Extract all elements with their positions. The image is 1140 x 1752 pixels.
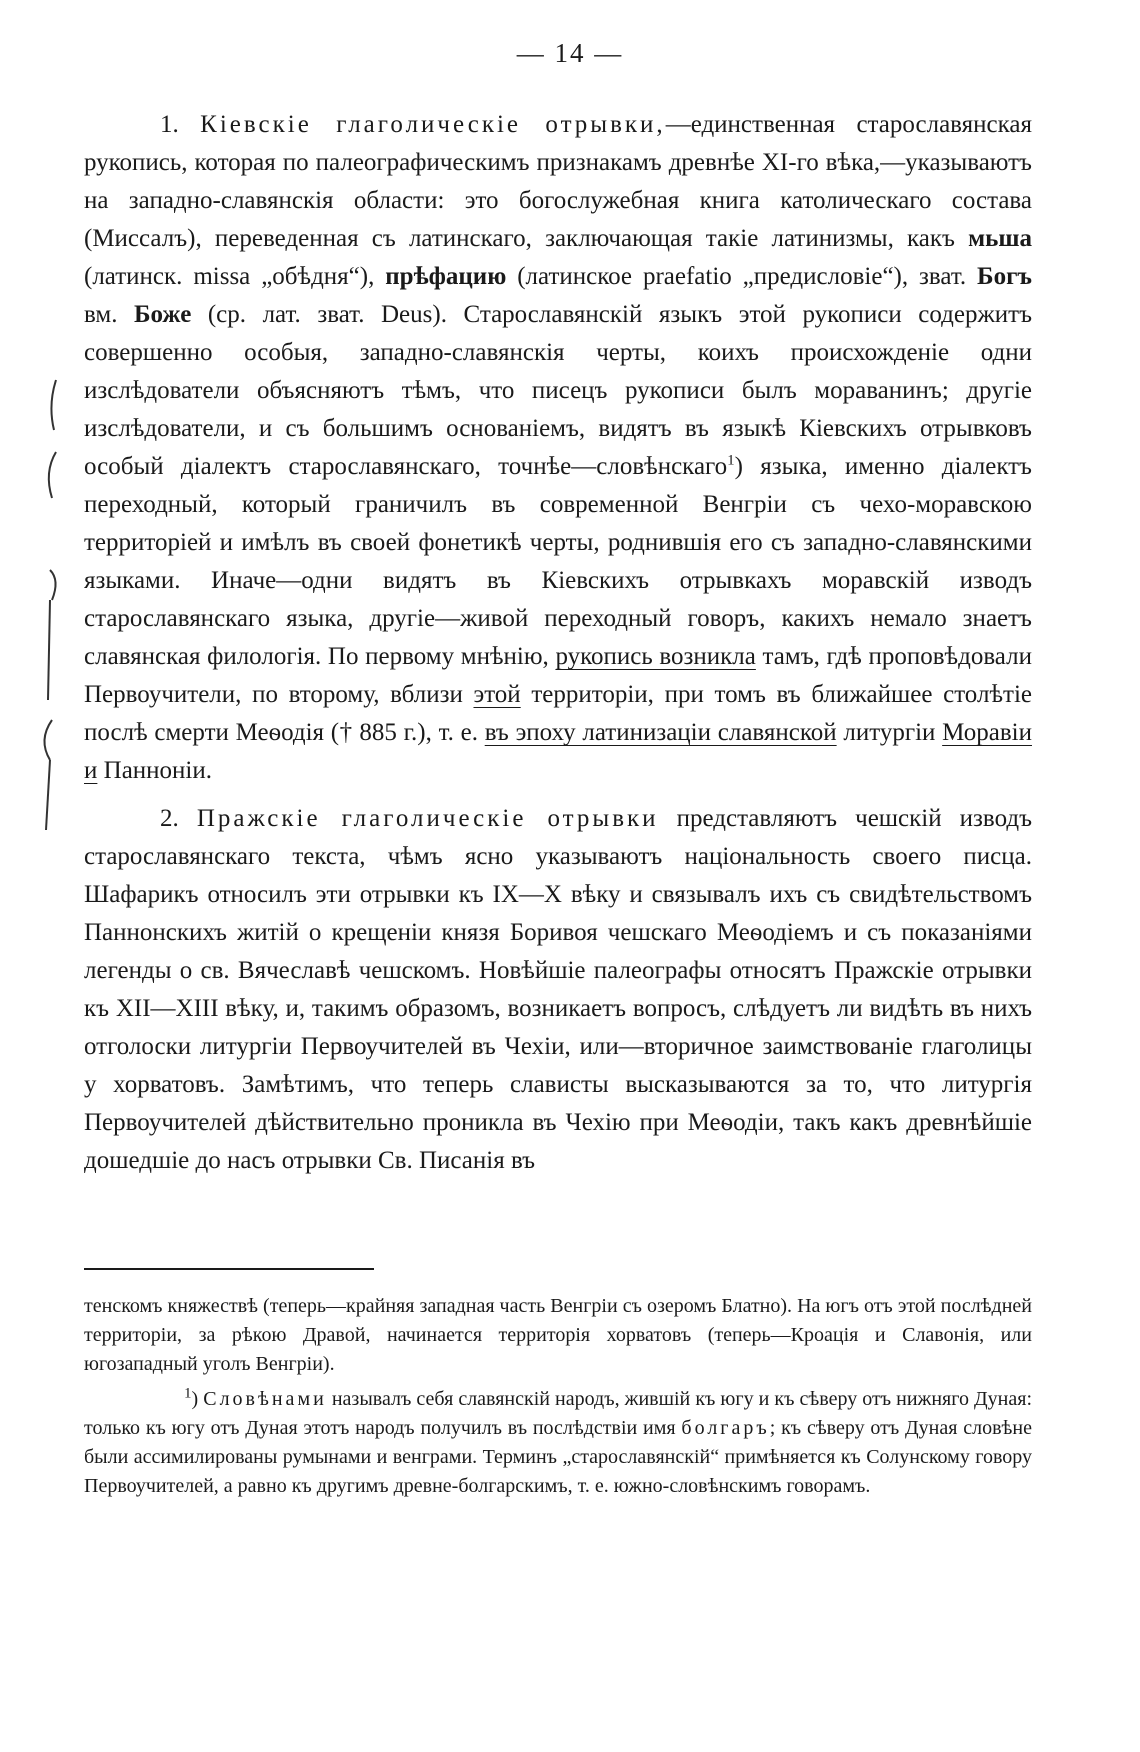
paragraph-kiev-fragments [84,106,1032,790]
text-run: тамъ, гдѣ проповѣдовали Первоучители, по второму, вблизи [84,643,1032,708]
glossed-word: мьша [968,225,1032,252]
margin-bracket-mark [44,720,52,760]
margin-line-mark [46,760,50,830]
section-title: Кіевскіе глаголическіе отрывки, [200,111,666,138]
footnote-mark: 1 [184,1385,192,1402]
paragraph-prague-fragments [84,800,1032,1180]
underlined-text: этой [473,681,521,708]
footnote-ref: 1 [727,452,735,469]
footnote-1: $^1$) Словѣнами называлъ себя славянскій народъ, жившій къ югу и къ сѣверу отъ нижняго Дуная: только къ югу отъ Дуная этотъ народъ получилъ въ послѣдствіи имя болгаръ; къ сѣверу отъ Дуная словѣне были ассимилированы румынами и венграми. Терминъ „старославянскій“ примѣняется къ Солунскому говору Первоучителей, а равно къ другимъ древне-болгарскимъ, т. е. южно-словѣнскимъ говорамъ. [84,1385,1032,1497]
text-run: вм. [84,301,134,328]
text-run: ) языка, именно діалектъ переходный, который граничилъ въ современной Венгріи съ чехо-моравскою территоріей и имѣлъ въ своей фонетикѣ черты, роднившія его съ западно-славянскими языками. Иначе—одни видятъ въ Кіевскихъ отрывкахъ моравскій изводъ старославянскаго языка, другіе—живой переходный говоръ, какихъ немало знаетъ славянская филологія. По первому мнѣнію, [84,453,1032,670]
text-run: ; къ сѣверу отъ Дуная словѣне были ассимилированы румынами и венграми. Терминъ „старославянскій“ примѣняется къ Солунскому говору Первоучителей, а равно къ другимъ древне-болгарскимъ, т. е. южно-словѣнскимъ говорамъ. [84,1417,1032,1497]
underlined-text: въ эпоху латинизаціи славянской [484,719,837,746]
main-text [84,106,1032,1180]
footnote-term: болгаръ [681,1417,770,1439]
item-number: 1. [160,111,201,138]
glossed-word: Боже [134,301,192,328]
text-run: —единственная старославянская рукопись, которая по палеографическимъ признакамъ древнѣе XI-го вѣка,—указываютъ на западно-славянскія области: это богослужебная книга католическаго состава (Миссалъ), переведенная съ латинскаго, заключающая такіе латинизмы, какъ [84,111,1032,252]
text-run: литургіи [836,719,943,746]
text-run: (латинское praefatio „предисловіе“), зват. [506,263,978,290]
margin-bracket-mark [50,570,56,600]
footnote-term: Словѣнами [203,1388,327,1410]
footnote-continuation: тенскомъ княжествѣ (теперь—крайняя западная часть Венгріи съ озеромъ Блатно). На югъ отъ этой послѣдней территоріи, за рѣкою Дравой, начинается территорія хорватовъ (теперь—Кроація и Славонія, или югозападный уголъ Венгріи). [84,1295,1032,1375]
text-run: представляютъ чешскій изводъ старославянскаго текста, чѣмъ ясно указываютъ національность своего писца. Шафарикъ относилъ эти отрывки къ IX—X вѣку и связывалъ ихъ съ свидѣтельствомъ Паннонскихъ житій о крещеніи князя Боривоя чешскаго Меѳодіемъ и съ показаніями легенды о св. Вячеславѣ чешскомъ. Новѣйшіе палеографы относятъ Пражскіе отрывки къ XII—XIII вѣку, и, такимъ образомъ, возникаетъ вопросъ, слѣдуетъ ли видѣть въ нихъ отголоски литургіи Первоучителей въ Чехіи, или—вторичное заимствованіе глаголицы у хорватовъ. Замѣтимъ, что теперь слависты высказываются за то, что литургія Первоучителей дѣйствительно проникла въ Чехію при Меѳодіи, такъ какъ древнѣйшіе дошедшіе до насъ отрывки Св. Писанія въ [84,805,1032,1174]
text-run: (ср. лат. зват. Deus). Старославянскій языкъ этой рукописи содержитъ совершенно особыя, западно-славянскія черты, коихъ происхожденіе одни изслѣдователи объясняютъ тѣмъ, что писецъ рукописи былъ мораванинъ; другіе изслѣдователи, и съ большимъ основаніемъ, видятъ въ языкѣ Кіевскихъ отрывковъ особый діалектъ старославянскаго, точнѣе—словѣнскаго [84,301,1032,480]
text-run: (латинск. missa „обѣдня“), [84,263,386,290]
margin-bracket-mark [51,380,56,430]
glossed-word: Богъ [977,263,1033,290]
glossed-word: прѣфацию [385,263,507,290]
text-run: называлъ себя славянскій народъ, жившій къ югу и къ сѣверу отъ нижняго Дуная: только къ югу отъ Дуная этотъ народъ получилъ въ послѣдствіи имя [84,1388,1032,1439]
page-number: — 14 — [516,38,624,68]
underlined-text: Моравіи и [84,719,1032,784]
text-run: территоріи, при томъ въ ближайшее столѣтіе послѣ смерти Меѳодія († 885 г.), т. е. [84,681,1032,746]
margin-bracket-mark [49,452,56,498]
footnotes [84,1292,1032,1501]
margin-line-mark [48,600,50,700]
section-title: Пражскіе глаголическіе отрывки [196,805,659,832]
footnote-divider [84,1268,374,1270]
item-number: 2. [160,805,197,832]
underlined-text: рукопись возникла [555,643,756,670]
margin-pencil-marks [30,0,70,1752]
text-run: Панноніи. [97,757,213,784]
